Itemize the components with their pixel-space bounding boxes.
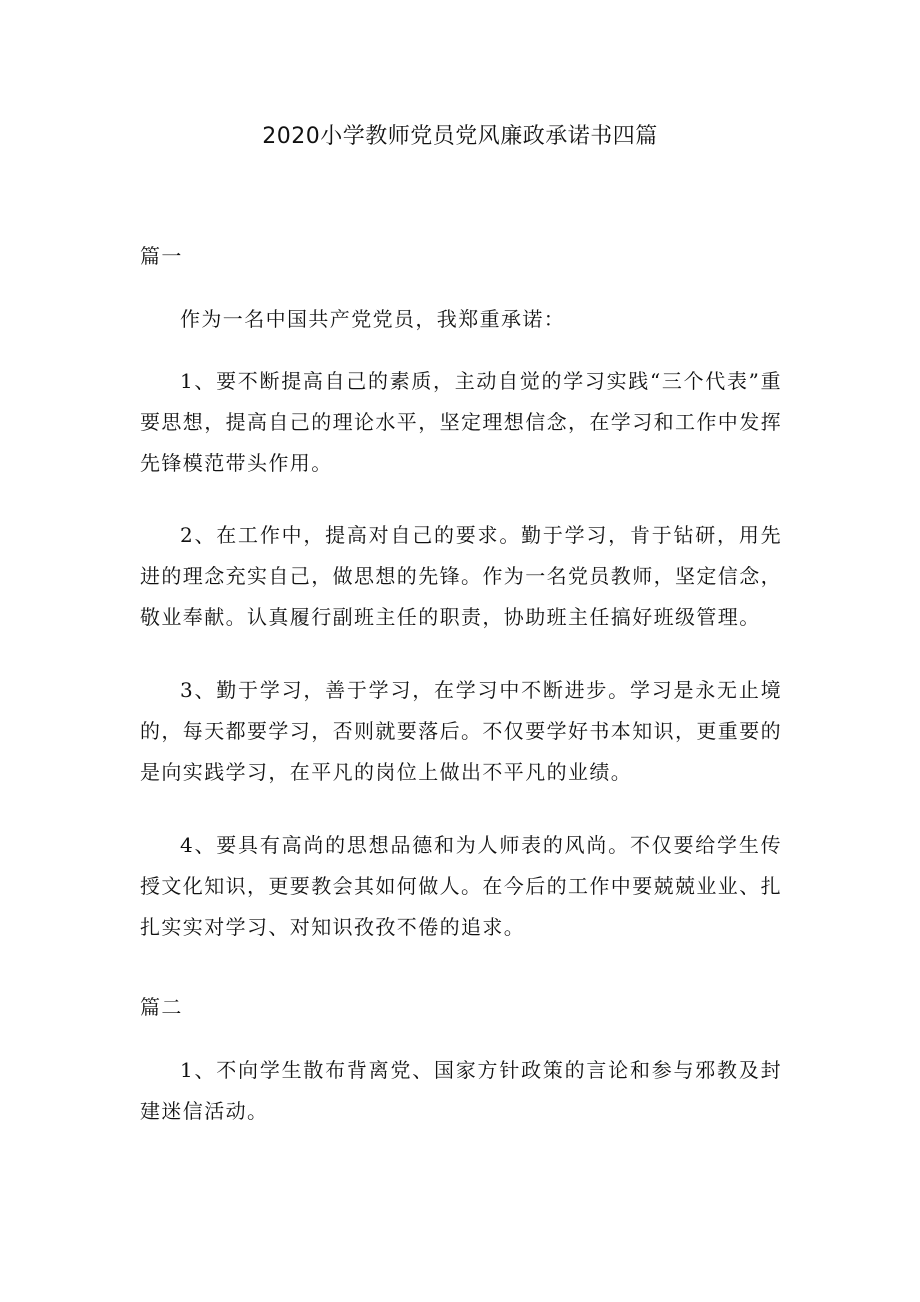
section-heading-1: 篇一 <box>140 244 183 268</box>
section-heading-2: 篇二 <box>140 995 183 1019</box>
paragraph-item-4: 4、要具有高尚的思想品德和为人师表的风尚。不仅要给学生传授文化知识，更要教会其如何做人。在今后的工作中要兢兢业业、扎扎实实对学习、对知识孜孜不倦的追求。 <box>140 833 782 939</box>
paragraph-item-3: 3、勤于学习，善于学习，在学习中不断进步。学习是永无止境的，每天都要学习，否则就要落后。不仅要学好书本知识，更重要的是向实践学习，在平凡的岗位上做出不平凡的业绩。 <box>140 678 782 784</box>
paragraph-item-1: 1、要不断提高自己的素质，主动自觉的学习实践“三个代表”重要思想，提高自己的理论水平，坚定理想信念，在学习和工作中发挥先锋模范带头作用。 <box>140 369 782 475</box>
paragraph-item-2: 2、在工作中，提高对自己的要求。勤于学习，肯于钻研，用先进的理念充实自己，做思想的先锋。作为一名党员教师，坚定信念，敬业奉献。认真履行副班主任的职责，协助班主任搞好班级管理。 <box>140 523 782 629</box>
paragraph-intro: 作为一名中国共产党党员，我郑重承诺： <box>180 307 566 331</box>
page-title: 2020小学教师党员党风廉政承诺书四篇 <box>262 124 658 149</box>
paragraph-section2-item-1: 1、不向学生散布背离党、国家方针政策的言论和参与邪教及封建迷信活动。 <box>140 1058 782 1123</box>
